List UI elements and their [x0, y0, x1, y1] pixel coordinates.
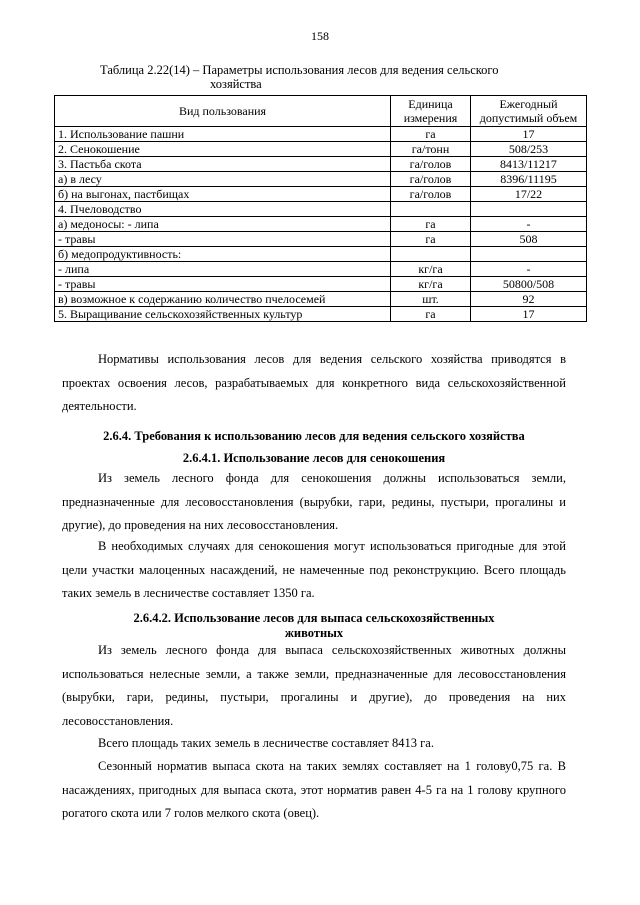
heading-2-6-4-2	[62, 611, 566, 641]
cell-volume	[471, 202, 587, 217]
cell-volume: 8396/11195	[471, 172, 587, 187]
table-caption	[100, 63, 570, 91]
paragraph-2: Из земель лесного фонда для сенокошения должны использоваться земли, предназначенные для лесовосстановления (вырубки, гари, редины, пустыри, прогалины и другие), до проведения на них лесовосстановления.	[62, 471, 566, 532]
table-row	[55, 157, 587, 172]
cell-usage: 4. Пчеловодство	[55, 202, 391, 217]
cell-unit	[391, 202, 471, 217]
cell-usage: 1. Использование пашни	[55, 127, 391, 142]
paragraph-1: Нормативы использования лесов для ведения сельского хозяйства приводятся в проектах освоения лесов, разрабатываемых для конкретного вида сельскохозяйственной деятельности.	[62, 352, 566, 413]
heading-2-6-4-2-line2: животных	[284, 626, 344, 640]
cell-volume: 8413/11217	[471, 157, 587, 172]
table-row	[55, 142, 587, 157]
header-usage-type: Вид пользования	[55, 96, 391, 127]
cell-usage: 3. Пастьба скота	[55, 157, 391, 172]
parameters-table	[54, 95, 587, 322]
cell-unit	[391, 247, 471, 262]
cell-unit: шт.	[391, 292, 471, 307]
cell-unit: га	[391, 232, 471, 247]
cell-volume: -	[471, 217, 587, 232]
table-row	[55, 202, 587, 217]
cell-usage: б) на выгонах, пастбищах	[55, 187, 391, 202]
cell-unit: га/голов	[391, 172, 471, 187]
paragraph-4: Из земель лесного фонда для выпаса сельскохозяйственных животных должны использоваться нелесные земли, а также земли, предназначенные для лесовосстановления (вырубки, гари, редины, пустыри, прогалины и другие), до проведения на них лесовосстановления.	[62, 643, 566, 728]
cell-usage: а) в лесу	[55, 172, 391, 187]
table-row	[55, 232, 587, 247]
table-row	[55, 187, 587, 202]
table-row	[55, 127, 587, 142]
cell-unit: га/голов	[391, 157, 471, 172]
cell-volume: 17	[471, 307, 587, 322]
table-header-row	[55, 96, 587, 127]
table-row	[55, 292, 587, 307]
cell-volume: 17	[471, 127, 587, 142]
cell-usage: - травы	[55, 232, 391, 247]
paragraph-3: В необходимых случаях для сенокошения могут использоваться пригодные для этой цели участки малоценных насаждений, не намеченные под реконструкцию. Всего площадь таких земель в лесничестве составляет 1350 га.	[62, 539, 566, 600]
cell-usage: в) возможное к содержанию количество пчелосемей	[55, 292, 391, 307]
cell-unit: кг/га	[391, 277, 471, 292]
cell-unit: га/тонн	[391, 142, 471, 157]
heading-2-6-4-1: 2.6.4.1. Использование лесов для сенокошения	[182, 451, 446, 465]
cell-usage: 5. Выращивание сельскохозяйственных культур	[55, 307, 391, 322]
table-caption-line1: Таблица 2.22(14) – Параметры использования лесов для ведения сельского	[100, 63, 499, 77]
cell-volume	[471, 247, 587, 262]
cell-usage: а) медоносы: - липа	[55, 217, 391, 232]
page-number: 158	[311, 29, 329, 43]
cell-volume: 508/253	[471, 142, 587, 157]
cell-volume: -	[471, 262, 587, 277]
paragraph-5: Всего площадь таких земель в лесничестве составляет 8413 га.	[98, 736, 434, 750]
cell-unit: кг/га	[391, 262, 471, 277]
cell-unit: га/голов	[391, 187, 471, 202]
paragraph-6: Сезонный норматив выпаса скота на таких землях составляет на 1 голову0,75 га. В насаждениях, пригодных для выпаса скота, этот норматив равен 4-5 га на 1 голову крупного рогатого скота или 7 голов мелкого скота (овец).	[62, 759, 566, 820]
cell-unit: га	[391, 307, 471, 322]
cell-volume: 50800/508	[471, 277, 587, 292]
table-row	[55, 172, 587, 187]
header-unit: Единица измерения	[391, 96, 471, 127]
cell-unit: га	[391, 127, 471, 142]
heading-2-6-4-2-line1: 2.6.4.2. Использование лесов для выпаса сельскохозяйственных	[133, 611, 495, 625]
cell-volume: 17/22	[471, 187, 587, 202]
table-row	[55, 262, 587, 277]
cell-usage: - травы	[55, 277, 391, 292]
table-row	[55, 307, 587, 322]
heading-2-6-4: 2.6.4. Требования к использованию лесов для ведения сельского хозяйства	[103, 429, 525, 443]
cell-unit: га	[391, 217, 471, 232]
cell-volume: 508	[471, 232, 587, 247]
cell-usage: - липа	[55, 262, 391, 277]
table-row	[55, 277, 587, 292]
cell-usage: б) медопродуктивность:	[55, 247, 391, 262]
table-caption-line2: хозяйства	[210, 77, 262, 91]
cell-volume: 92	[471, 292, 587, 307]
cell-usage: 2. Сенокошение	[55, 142, 391, 157]
table-row	[55, 217, 587, 232]
header-annual-volume: Ежегодный допустимый объем	[471, 96, 587, 127]
table-row	[55, 247, 587, 262]
